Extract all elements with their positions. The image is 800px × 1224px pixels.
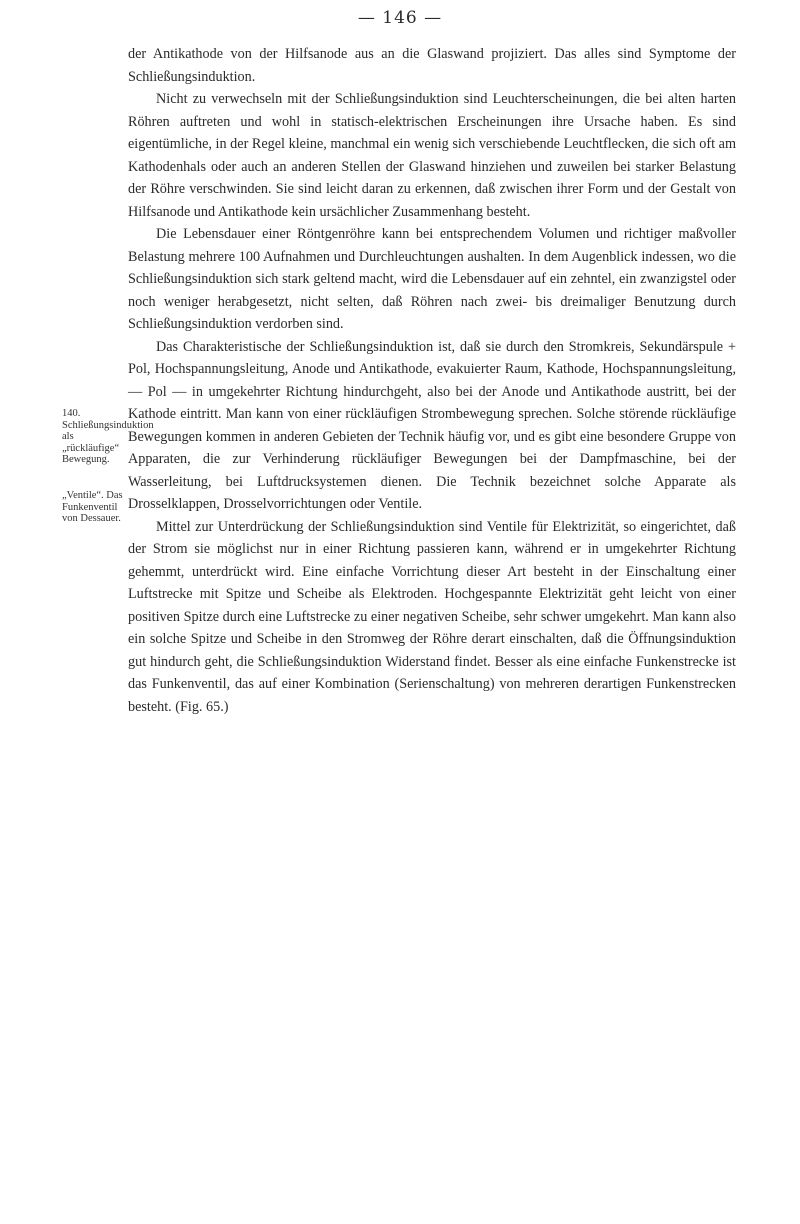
margin-note-text: „Ventile“. Das Funkenventil von Dessauer. — [62, 490, 123, 525]
page-number: — 146 — — [357, 8, 443, 28]
margin-note-ventile — [62, 490, 128, 525]
paragraph-2: Nicht zu verwechseln mit der Schließungsinduktion sind Leuchterscheinungen, die bei alten harten Röhren auftreten und wohl in statisch-elektrischen Erscheinungen ihre Ursache haben. Es sind eigentümliche, in der Regel kleine, manchmal ein wenig sich verschiebende Leuchtflecken, die sich oft am Kathodenhals oder auch an anderen Stellen der Glaswand hinziehen und zuweilen bei starker Belastung der Röhre verschwinden. Sie sind leicht daran zu erkennen, daß zwischen ihrer Form und der Gestalt von Hilfsanode und Antikathode kein ursächlicher Zusammenhang besteht. — [128, 91, 736, 220]
margin-note-140 — [62, 408, 154, 466]
paragraph-3: Die Lebensdauer einer Röntgenröhre kann bei entsprechendem Volumen und richtiger maßvoller Belastung mehrere 100 Aufnahmen und Durchleuchtungen aushalten. In dem Augenblick indessen, wo die Schließungsinduktion sich stark geltend macht, wird die Lebensdauer auf ein zehntel, ein zwanzigstel oder noch weniger herabgesetzt, nicht selten, daß Röhren nach zwei- bis dreimaliger Benutzung durch Schließungsinduktion verdorben sind. — [128, 226, 736, 332]
margin-note-text: 140. Schließungsinduktion als „rückläufige“ Bewegung. — [62, 408, 154, 466]
paragraph-4: Das Charakteristische der Schließungsinduktion ist, daß sie durch den Stromkreis, Sekundärspule + Pol, Hochspannungsleitung, Anode und Antikathode, evakuierter Raum, Kathode, Hochspannungsleitung, — Pol — in umgekehrter Richtung hindurchgeht, also bei der Anode und Antikathode austritt, bei der Kathode eintritt. Man kann von einer rückläufigen Strombewegung sprechen. Solche störende rückläufige Bewegungen kommen in anderen Gebieten der Technik häufig vor, und es gibt eine besondere Gruppe von Apparaten, die zur Verhinderung rückläufiger Bewegungen bei der Dampfmaschine, bei der Wasserleitung, bei Luftdrucksystemen dienen. Die Technik bezeichnet solche Apparate als Drosselklappen, Drosselvorrichtungen oder Ventile. — [128, 338, 736, 512]
paragraph-5: Mittel zur Unterdrückung der Schließungsinduktion sind Ventile für Elektrizität, so eingerichtet, daß der Strom sie möglichst nur in einer Richtung passieren kann, während er in umgekehrter Richtung gehemmt, unterdrückt wird. Eine einfache Vorrichtung dieser Art besteht in der Einschaltung einer Luftstrecke mit Spitze und Scheibe als Elektroden. Hochgespannte Elektrizität geht leicht von einer positiven Spitze durch eine Luftstrecke zu einer negativen Scheibe, sehr schwer umgekehrt. Man kann also ein solche Spitze und Scheibe in den Stromweg der Röhre derart einschalten, daß die Öffnungsinduktion gut hindurch geht, die Schließungsinduktion Widerstand findet. Besser als eine einfache Funkenstrecke ist das Funkenventil, das auf einer Kombination (Serienschaltung) von mehreren derartigen Funkenstrecken besteht. (Fig. 65.) — [128, 518, 736, 715]
body-text — [128, 43, 736, 718]
paragraph-1: der Antikathode von der Hilfsanode aus an die Glaswand projiziert. Das alles sind Symptome der Schließungsinduktion. — [128, 46, 736, 85]
